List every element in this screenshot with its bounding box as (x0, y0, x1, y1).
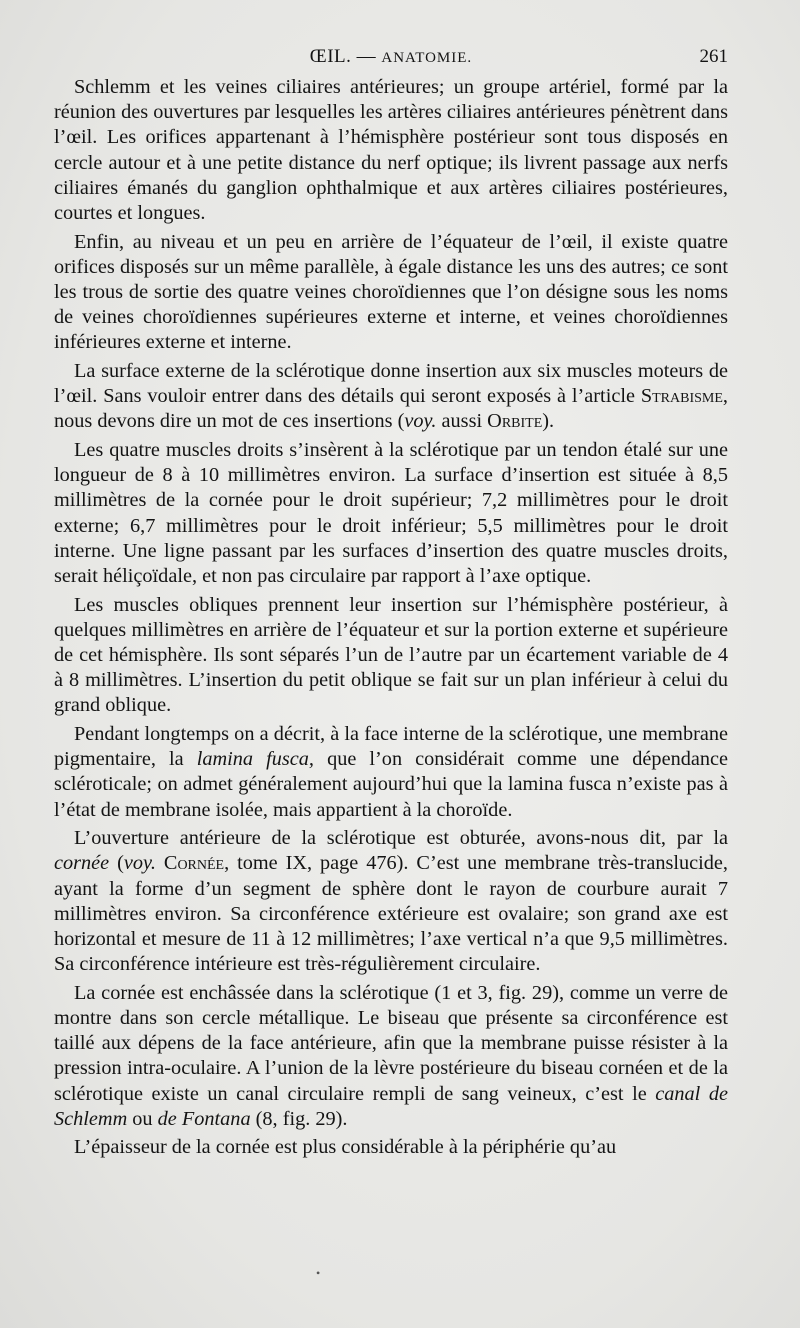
paragraph-7-text: , tome IX, page 476). C’est une membrane très-translucide, ayant la forme d’un segment de sphère dont le rayon de courbure aurait 7 millimètres environ. Sa circonférence extérieure est ovalaire; son grand axe est horizontal et mesure de 11 à 12 millimètres; l’axe vertical n’a que 9,5 millimètres. Sa circonférence intérieure est très-régulièrement circulaire. (54, 852, 728, 976)
header-title: ŒIL. (309, 46, 352, 67)
paragraph-7-text: L’ouverture antérieure de la sclérotique est obturée, avons-nous dit, par la (74, 827, 728, 850)
paragraph-6-text: que l’on considérait comme une dépendance scléroticale; on admet généralement aujourd’hui que la lamina fusca n’existe pas à l’état de membrane isolée, mais appartient à la choroïde. (54, 748, 729, 821)
cornee-reference: Cornée (163, 852, 225, 875)
fontana-term: de Fontana (157, 1107, 251, 1130)
paragraph-9: L’épaisseur de la cornée est plus considérable à la périphérie qu’au (74, 1136, 617, 1159)
paragraph-3-text: La surface externe de la sclérotique donne insertion aux six muscles moteurs de l’œil. Sans vouloir entrer dans des détails qui seront exposés à l’article (54, 360, 728, 408)
paragraph-8 (54, 981, 728, 1132)
schlemm-term: canal de Schlemm (54, 1082, 728, 1130)
paragraph-8-text: La cornée est enchâssée dans la sclérotique (1 et 3, fig. 29), comme un verre de montre dans son cercle métallique. Le biseau que présente sa circonférence est taillé aux dépens de la face antérieure, afin que la membrane puisse résister à la pression intra-oculaire. A l’union de la lèvre postérieure du biseau cornéen et de la sclérotique existe un canal circulaire rempli de sang veineux, c’est le (54, 981, 728, 1105)
paragraph-3-text: aussi (436, 410, 488, 433)
paragraph-8-text: (8, fig. 29). (250, 1107, 348, 1130)
paragraph-6-text: Pendant longtemps on a décrit, à la face interne de la sclérotique, une membrane pigmentaire, la (54, 723, 728, 771)
paragraph-3-text: ). (542, 410, 555, 433)
paragraph-4: Les quatre muscles droits s’insèrent à la sclérotique par un tendon étalé sur une longueur de 8 à 10 millimètres environ. La surface d’insertion est située à 8,5 millimètres de la cornée pour le droit supérieur; 7,2 millimètres pour le droit externe; 6,7 millimètres pour le droit inférieur; 5,5 millimètres pour le droit interne. Une ligne passant par les surfaces d’insertion des quatre muscles droits, serait héliçoïdale, et non pas circulaire par rapport à l’axe optique. (54, 439, 728, 588)
paragraph-8-text: ou (127, 1107, 158, 1130)
paragraph-7-text: ( (109, 852, 124, 875)
page-number: 261 (699, 46, 728, 67)
paragraph-7 (54, 826, 728, 977)
paragraph-2: Enfin, au niveau et un peu en arrière de l’équateur de l’œil, il existe quatre orifices disposés sur un même parallèle, à égale distance les uns des autres; ce sont les trous de sortie des quatre veines choroïdiennes que l’on désigne sous les noms de veines choroïdiennes supérieures externe et interne, et veines choroïdiennes inférieures externe et interne. (54, 230, 728, 354)
paragraph-6 (54, 722, 728, 823)
page-header (54, 44, 728, 74)
header-dash: — (356, 46, 377, 67)
paragraph-1: Schlemm et les veines ciliaires antérieures; un groupe artériel, formé par la réunion des ouvertures par lesquelles les artères ciliaires antérieures pénètrent dans l’œil. Les orifices appartenant à l’hémisphère postérieur sont tous disposés en cercle autour et à une petite distance du nerf optique; ils livrent passage aux nerfs ciliaires émanés du ganglion ophthalmique et aux artères ciliaires postérieures, courtes et longues. (54, 76, 728, 225)
strabisme-reference: Strabisme (640, 385, 723, 408)
lamina-fusca-term: lamina fusca, (196, 748, 314, 771)
cornee-term: cornée (54, 852, 110, 875)
paragraph-7-text (156, 852, 164, 874)
footer-mark: • (316, 1266, 321, 1280)
header-section: ANATOMIE. (381, 50, 473, 66)
paragraph-3-text: , nous devons dire un mot de ces insertions ( (54, 385, 728, 433)
paragraph-5: Les muscles obliques prennent leur insertion sur l’hémisphère postérieur, à quelques millimètres en arrière de l’équateur et sur la portion externe et supérieure de cet hémisphère. Ils sont séparés l’un de l’autre par un écartement variable de 4 à 8 millimètres. L’insertion du petit oblique se fait sur un plan inférieur à celui du grand oblique. (54, 593, 728, 717)
body-text (54, 75, 728, 1164)
voy-reference: voy. (404, 410, 437, 433)
orbite-reference: Orbite (487, 410, 543, 433)
running-head (54, 46, 728, 68)
paragraph-3 (54, 359, 728, 435)
voy-reference: voy. (123, 852, 156, 875)
